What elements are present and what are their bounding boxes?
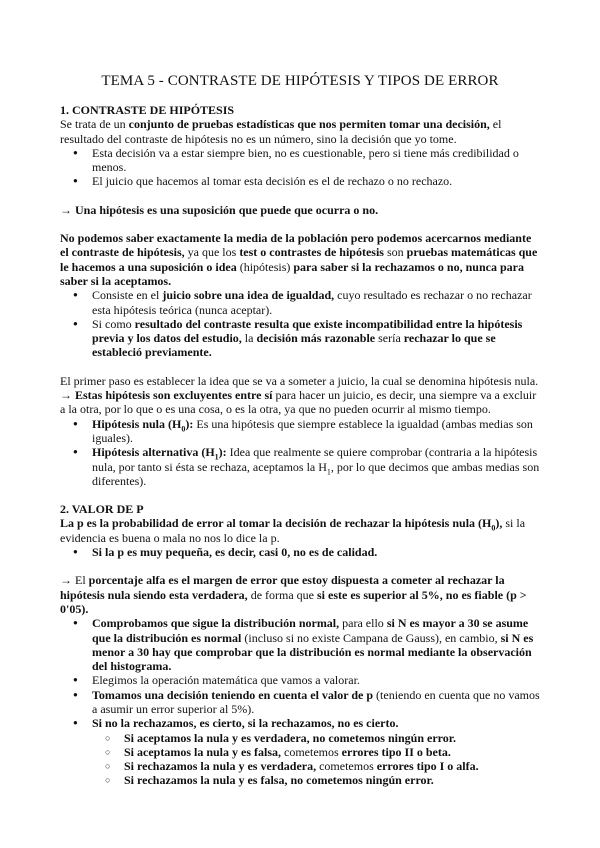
bold-text: La p es la probabilidad de error al tomar la decisión de rechazar la hipótesis nula (H [60,516,492,531]
paragraph-first-step: El primer paso es establecer la idea que se va a someter a juicio, la cual se denomina hipótesis nula. [60,373,539,388]
text: cometemos [281,744,342,759]
text: sería [375,331,404,346]
text: (hipótesis) [236,259,294,274]
text: ya que los [184,245,240,260]
bold-text: Si no la rechazamos, es cierto, si la rechazamos, no es cierto. [92,716,399,731]
bold-text: Hipótesis alternativa (H [92,445,215,460]
text: Es una hipótesis que siempre establece la igualdad (ambas medias son iguales). [92,416,533,445]
sub-list-item [92,731,540,745]
list-item [60,616,540,673]
subscript: 1 [326,466,331,476]
subscript: 0 [181,424,186,434]
bold-text: → Estas hipótesis son excluyentes entre sí [60,388,273,403]
paragraph-p-value [60,516,540,545]
bold-text: Si la p es muy pequeña, es decir, casi 0, no es de calidad. [92,545,378,560]
bullet-list [60,616,540,788]
paragraph-population [60,231,540,288]
bold-text: pruebas matemáticas que le hacemos a una suposición o idea [60,245,538,274]
bold-text: ), [495,516,503,531]
bold-text: Si aceptamos la nula y es verdadera, no cometemos ningún error. [124,730,456,745]
text: (incluso si no existe Campana de Gauss), en cambio, [241,630,501,645]
list-item [60,688,540,717]
bold-text: Si aceptamos la nula y es falsa, [124,744,282,759]
bullet-list [60,417,540,488]
bold-text: juicio sobre una idea de igualdad, [162,288,335,303]
text: son [383,245,407,260]
bold-text: No podemos saber exactamente la media de la población pero podemos acercarnos mediante el contraste de hipótesis, [60,231,532,260]
list-item [60,545,540,559]
paragraph-exclusive [60,388,540,417]
bold-text: Tomamos una decisión teniendo en cuenta el valor de p [92,687,374,702]
list-item-alt-hypothesis [60,445,540,488]
list-item: ● Esta decisión va a estar siempre bien, no es cuestionable, pero si tiene más credibilidad o menos. [60,146,540,175]
bold-text: si N es menor a 30 hay que comprobar que la distribución es normal mediante la observación del histograma. [92,630,534,674]
subscript: 1 [214,452,219,462]
bold-text: Si rechazamos la nula y es falsa, no cometemos ningún error. [124,773,434,788]
bold-text: → Una hipótesis es una suposición que puede que ocurra o no. [60,202,379,217]
document-title: TEMA 5 - CONTRASTE DE HIPÓTESIS Y TIPOS DE ERROR [101,73,499,89]
section-2-heading: 2. VALOR DE P [60,502,144,517]
list-item [60,716,540,787]
bold-text: errores tipo I o alfa. [376,759,479,774]
bold-text: conjunto de pruebas estadísticas que nos permiten tomar una decisión, [128,117,490,132]
section-1-heading: 1. CONTRASTE DE HIPÓTESIS [60,103,235,117]
text: , por lo que decimos que ambas medias son diferentes). [92,459,540,488]
text: Idea que realmente se quiere comprobar (contraria a la hipótesis nula, por tanto si ésta se rechaza, aceptamos la H [92,445,538,474]
text: la [241,331,257,346]
text: para ello [339,616,387,631]
bullet-list [60,288,540,359]
text: el resultado del contraste de hipótesis no es un número, sino la decisión que yo tome. [60,117,502,146]
bold-text: si este es superior al 5%, no es fiable (p > 0'05). [60,587,527,616]
list-item [60,288,540,317]
bold-text: Comprobamos que sigue la distribución normal, [92,616,340,631]
bold-text: errores tipo II o beta. [341,744,451,759]
text: → El [60,573,89,588]
sub-bullet-list [92,731,540,788]
bold-text: si N es mayor a 30 se asume que la distribución es normal [92,616,529,645]
bold-text: decisión más razonable [256,331,376,346]
bold-text: para saber si la rechazamos o no, nunca para saber si la aceptamos. [60,259,524,288]
sub-list-item [92,759,540,773]
bold-text: ): [185,416,194,431]
text: cuyo resultado es rechazar o no rechazar esta hipótesis teórica (nunca aceptar). [92,288,532,317]
list-item: ● Elegimos la operación matemática que vamos a valorar. [60,673,540,687]
bullet-list [60,545,540,559]
bold-text: rechazar lo que se estableció previamente. [92,331,496,360]
paragraph-definition [60,117,540,146]
text: Consiste en el [92,288,163,303]
list-item: ● El juicio que hacemos al tomar esta decisión es el de rechazo o no rechazo. [60,174,540,188]
sub-list-item [92,773,540,787]
text: cometemos [316,759,377,774]
list-item [60,317,540,360]
bold-text: porcentaje alfa es el margen de error que estoy dispuesta a cometer al rechazar la hipótesis nula siendo esta verdadera, [60,573,505,602]
document-page [60,72,540,788]
text: Si como [92,316,135,331]
paragraph-alpha [60,573,540,616]
bold-text: test o contrastes de hipótesis [239,245,384,260]
sub-list-item [92,745,540,759]
text: para hacer un juicio, es decir, una siempre va a excluir a la otra, por lo que o es una cosa, o es la otra, ya que no pueden ocurrir al mismo tiempo. [60,388,537,417]
arrow-statement [60,203,540,217]
subscript: 0 [491,523,496,533]
text: de forma que [247,587,317,602]
list-item-null-hypothesis [60,417,540,446]
text: (teniendo en cuenta que no vamos a asumir un error superior al 5%). [92,687,540,716]
text: Se trata de un [60,117,129,132]
text: si la evidencia es buena o mala no nos lo dice la p. [60,516,526,545]
bold-text: Hipótesis nula (H [92,416,182,431]
bold-text: resultado del contraste resulta que existe incompatibilidad entre la hipótesis previa y los datos del estudio, [92,316,523,346]
bold-text: ): [218,445,227,460]
bullet-list [60,146,540,189]
bold-text: Si rechazamos la nula y es verdadera, [124,759,317,774]
